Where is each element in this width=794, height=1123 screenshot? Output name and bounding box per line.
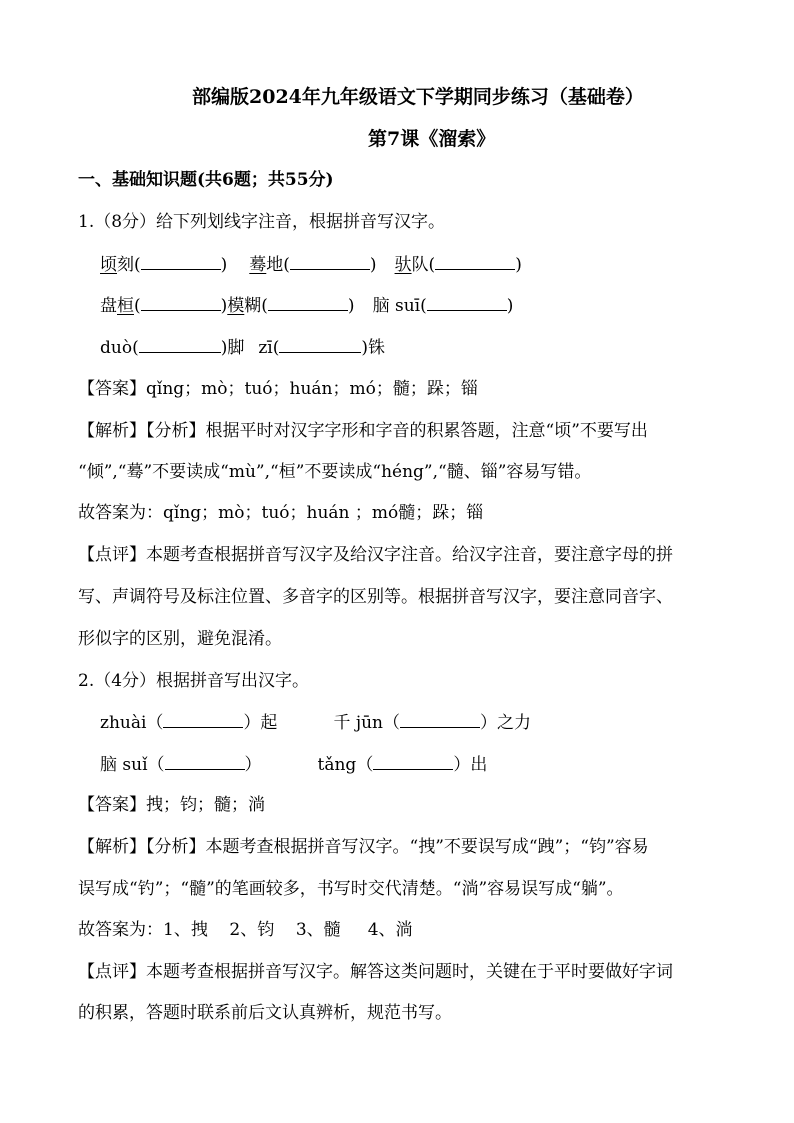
q1-analysis-line2: “倾”,“蓦”不要读成“mù”,“桓”不要读成“héng”,“髓、锱”容易写错。 (78, 462, 592, 482)
answer-blank[interactable] (427, 293, 507, 311)
paren-close: ) (220, 255, 228, 275)
q1-row3 (100, 335, 385, 360)
paren-close: ) (220, 296, 228, 316)
q2-row2 (100, 752, 487, 777)
answer-blank[interactable] (139, 335, 221, 353)
q2-row1-b-suffix: ）之力 (480, 713, 532, 733)
paren-close: ) (347, 296, 355, 316)
underlined-char: 顷 (100, 255, 117, 275)
q1-answer: 【答案】qǐng；mò；tuó；huán；mó；髓；跺；锱 (78, 379, 478, 399)
answer-blank[interactable] (141, 293, 221, 311)
q1-row1-c-label: 队( (411, 255, 436, 275)
paren-close: ) (369, 255, 377, 275)
q2-row1-a-label: zhuài（ (100, 713, 164, 733)
answer-blank[interactable] (268, 293, 348, 311)
answer-blank[interactable] (165, 752, 245, 770)
q2-row2-a-label: 脑 suǐ（ (100, 755, 165, 775)
q1-row2 (100, 293, 513, 318)
section-heading: 一、基础知识题(共6题；共55分) (78, 170, 334, 190)
q2-row1-a-suffix: ）起 (243, 713, 278, 733)
answer-blank[interactable] (279, 335, 361, 353)
q1-row1-a-label: 刻( (117, 255, 141, 275)
q1-row1-b-label: 地( (266, 255, 290, 275)
q1-row2-c-label: 脑 suī( (372, 296, 427, 316)
q2-stem: 2.（4分）根据拼音写出汉字。 (78, 671, 310, 691)
q2-row2-b-suffix: ）出 (453, 755, 488, 775)
paren-close: ) (506, 296, 514, 316)
q1-stem: 1.（8分）给下列划线字注音，根据拼音写汉字。 (78, 212, 446, 232)
q1-final-answer: 故答案为：qǐng；mò；tuó；huán ；mó髓；跺；锱 (78, 503, 484, 523)
document-title: 部编版2024年九年级语文下学期同步练习（基础卷） (192, 86, 644, 108)
underlined-char: 模 (227, 296, 245, 316)
q2-row1-b-label: 千 jūn（ (333, 713, 401, 733)
q1-row3-b-suffix: )铢 (361, 338, 386, 358)
q1-row3-b-label: zī( (258, 338, 280, 358)
answer-blank[interactable] (435, 252, 515, 270)
answer-blank[interactable] (400, 710, 480, 728)
q2-comment-line2: 的积累，答题时联系前后文认真辨析，规范书写。 (78, 1003, 452, 1023)
answer-blank[interactable] (290, 252, 370, 270)
underlined-char: 桓 (117, 296, 134, 316)
underlined-char: 蓦 (249, 255, 267, 275)
q1-row3-a-label: duò( (100, 338, 139, 358)
answer-blank[interactable] (141, 252, 221, 270)
q1-analysis-line1: 【解析】【分析】根据平时对汉字字形和字音的积累答题，注意“顷”不要写出 (78, 421, 648, 441)
plain-char: 盘 (100, 296, 117, 316)
q2-analysis-line1: 【解析】【分析】本题考查根据拼音写汉字。“拽”不要误写成“跩”；“钧”容易 (78, 837, 649, 857)
paren-close: ) (515, 255, 522, 275)
q2-analysis-line2: 误写成“钓”；“髓”的笔画较多，书写时交代清楚。“淌”容易误写成“躺”。 (78, 879, 624, 899)
paren-open: ( (134, 296, 141, 316)
q1-comment-line2: 写、声调符号及标注位置、多音字的区别等。根据拼音写汉字，要注意同音字、 (78, 587, 673, 607)
q1-comment-line1: 【点评】本题考查根据拼音写汉字及给汉字注音。给汉字注音，要注意字母的拼 (78, 545, 673, 565)
q2-final-answer: 故答案为：1、拽 2、钧 3、髓 4、淌 (78, 920, 413, 940)
q2-row2-a-suffix: ） (244, 755, 262, 775)
q2-row1 (100, 710, 531, 735)
answer-blank[interactable] (163, 710, 243, 728)
q1-row3-a-suffix: )脚 (220, 338, 245, 358)
underlined-char: 驮 (394, 255, 412, 275)
q1-row2-b-label: 糊( (244, 296, 268, 316)
q1-row1 (100, 252, 522, 277)
q1-comment-line3: 形似字的区别，避免混淆。 (78, 629, 282, 649)
answer-blank[interactable] (373, 752, 453, 770)
lesson-subtitle: 第7课《溜索》 (368, 128, 496, 150)
q2-row2-b-label: tǎng（ (317, 755, 374, 775)
q2-comment-line1: 【点评】本题考查根据拼音写汉字。解答这类问题时，关键在于平时要做好字词 (78, 962, 673, 982)
q2-answer: 【答案】拽；钧；髓；淌 (78, 795, 265, 815)
